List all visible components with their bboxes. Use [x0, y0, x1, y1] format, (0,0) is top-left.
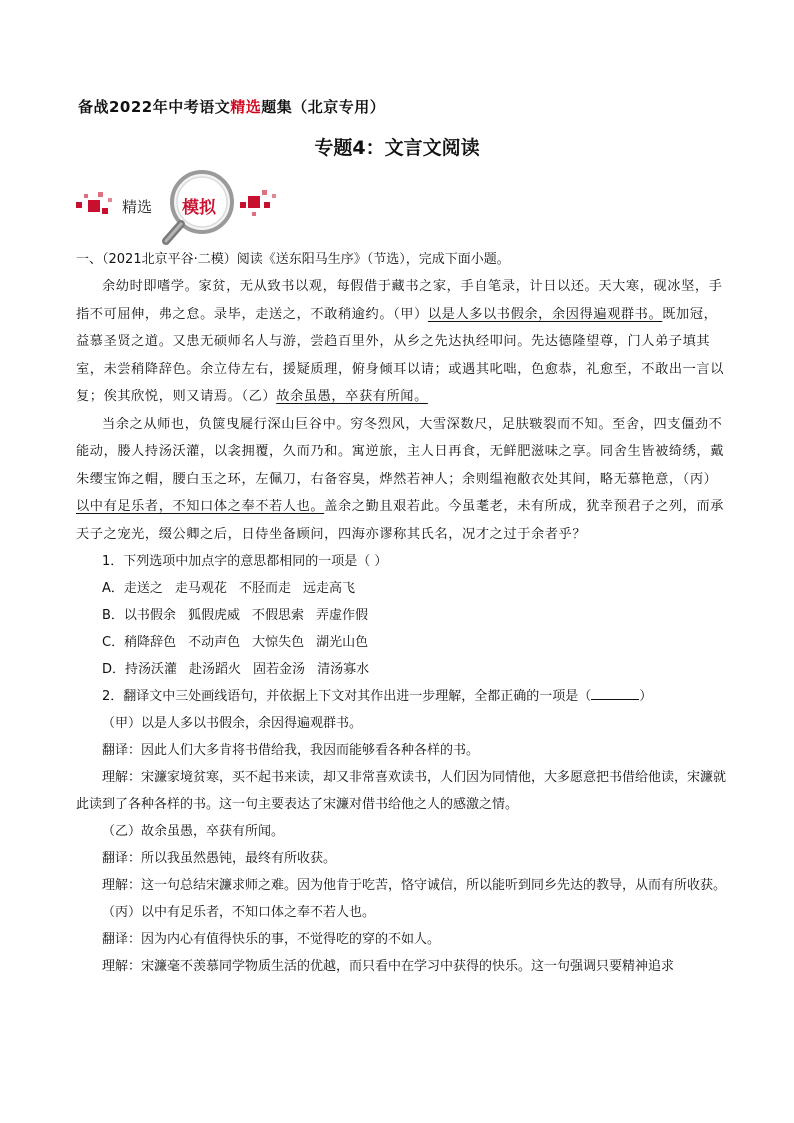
question-1-stem: 1．下列选项中加点字的意思都相同的一项是（ ）	[102, 554, 388, 569]
option-label: D．	[102, 662, 126, 677]
underlined-sentence-jia: 以是人多以书假余，余因得遍观群书。	[427, 306, 663, 322]
question-1-option-c	[76, 629, 726, 656]
badge-right-label: 模拟	[182, 198, 216, 218]
topic-title: 专题4：文言文阅读	[314, 137, 480, 159]
passage-text: 盖余之勤且艰若此。今虽耄老，未有所成，犹幸预君子之列，而承天子之宠光，缀公卿之后，日侍坐备顾问，四海亦谬称其氏名，况才之过于余者乎？	[76, 499, 725, 542]
question-1-option-a	[76, 575, 726, 602]
passage-paragraph-2	[76, 411, 726, 549]
option-word: 以书假余	[123, 608, 176, 623]
option-word: 持汤沃灌	[125, 662, 178, 677]
content-body	[76, 246, 726, 980]
left-ornament-icon	[76, 192, 112, 214]
option-word: 弄虚作假	[315, 608, 368, 623]
understanding-jia: 理解：宋濂家境贫寒，买不起书来读，却又非常喜欢读书，人们因为同情他，大多愿意把书借给他读，宋濂就此读到了各种各样的书。这一句主要表达了宋濂对借书给他之人的感激之情。	[76, 770, 727, 812]
option-label: B．	[102, 608, 124, 623]
question-1-option-b	[76, 602, 726, 629]
option-word: 大惊失色	[252, 635, 305, 650]
understanding-bing: 理解：宋濂毫不羡慕同学物质生活的优越，而只看中在学习中获得的快乐。这一句强调只要精神追求	[102, 959, 675, 974]
option-word: 走马观花	[174, 581, 227, 596]
question-2-stem	[76, 683, 726, 710]
header-prefix: 备战2022年中考语文	[78, 98, 231, 116]
right-ornament-icon	[240, 190, 276, 216]
sentence-bing: （丙）以中有足乐者，不知口体之奉不若人也。	[102, 905, 376, 920]
translation-yi: 翻译：所以我虽然愚钝，最终有所收获。	[102, 851, 337, 866]
underlined-sentence-yi: 故余虽愚，卒获有所闻。	[276, 389, 428, 404]
option-word: 走送之	[123, 581, 163, 596]
option-word: 赴汤蹈火	[189, 662, 242, 677]
badge-left-label: 精选	[122, 198, 153, 216]
option-word: 固若金汤	[253, 662, 306, 677]
sentence-yi: （乙）故余虽愚，卒获有所闻。	[102, 824, 285, 839]
passage-text: 余幼时即嗜学。家贫，无从致书以观，每假借于藏书之家，手自笔录，计日以还。天大寒，砚冰坚，手指不可屈伸，弗之怠。录毕，走送之，不敢稍逾约。（甲）	[76, 279, 723, 322]
translation-bing: 翻译：因为内心有值得快乐的事，不觉得吃的穿的不如人。	[102, 932, 441, 947]
passage-text: 当余之从师也，负箧曳屣行深山巨谷中。穷冬烈风，大雪深数尺，足肤皲裂而不知。至舍，四支僵劲不能动，媵人持汤沃灌，以衾拥覆，久而乃和。寓逆旅，主人日再食，无鲜肥滋味之享。同舍生皆被绮绣，戴朱缨宝饰之帽，腰白玉之环，左佩刀，右备容臭，烨然若神人；余则缊袍敝衣处其间，略无慕艳意，（丙）	[76, 416, 725, 487]
option-word: 远走高飞	[302, 581, 355, 596]
question-1-option-d	[76, 656, 726, 683]
option-word: 清汤寡水	[317, 662, 370, 677]
option-label: A．	[102, 581, 124, 596]
header-suffix: 题集（北京专用）	[261, 98, 386, 116]
header-highlight: 精选	[230, 98, 262, 116]
option-word: 狐假虎威	[187, 608, 240, 623]
answer-blank[interactable]	[591, 687, 639, 700]
question-intro: 一、（2021北京平谷·二模）阅读《送东阳马生序》（节选），完成下面小题。	[76, 252, 510, 267]
sentence-jia: （甲）以是人多以书假余，余因得遍观群书。	[102, 716, 363, 731]
option-label: C．	[102, 635, 125, 650]
option-word: 稍降辞色	[124, 635, 177, 650]
option-word: 不动声色	[188, 635, 241, 650]
badge-graphic	[74, 168, 284, 246]
passage-paragraph-1	[76, 273, 726, 411]
option-word: 湖光山色	[316, 635, 369, 650]
understanding-yi: 理解：这一句总结宋濂求师之难。因为他肯于吃苦，恪守诚信，所以能听到同乡先达的教导，从而有所收获。	[102, 878, 727, 893]
option-word: 不胫而走	[238, 581, 291, 596]
section-badge	[74, 168, 284, 246]
option-word: 不假思索	[251, 608, 304, 623]
document-header	[78, 96, 385, 117]
question-2-stem-text: 2．翻译文中三处画线语句，并依据上下文对其作出进一步理解，全都正确的一项是（	[102, 689, 592, 704]
translation-jia: 翻译：因此人们大多肯将书借给我，我因而能够看各种各样的书。	[102, 743, 480, 758]
passage-text: 既加冠，益慕圣贤之道。又患无硕师名人与游，尝趋百里外，从乡之先达执经叩问。先达德隆望尊，门人弟子填其室，未尝稍降辞色。余立侍左右，援疑质理，俯身倾耳以请；或遇其叱咄，色愈恭，礼愈至，不敢出一言以复；俟其欣悦，则又请焉。（乙）	[76, 306, 725, 404]
underlined-sentence-bing: 以中有足乐者，不知口体之奉不若人也。	[76, 499, 325, 514]
question-2-stem-end: ）	[639, 689, 653, 704]
